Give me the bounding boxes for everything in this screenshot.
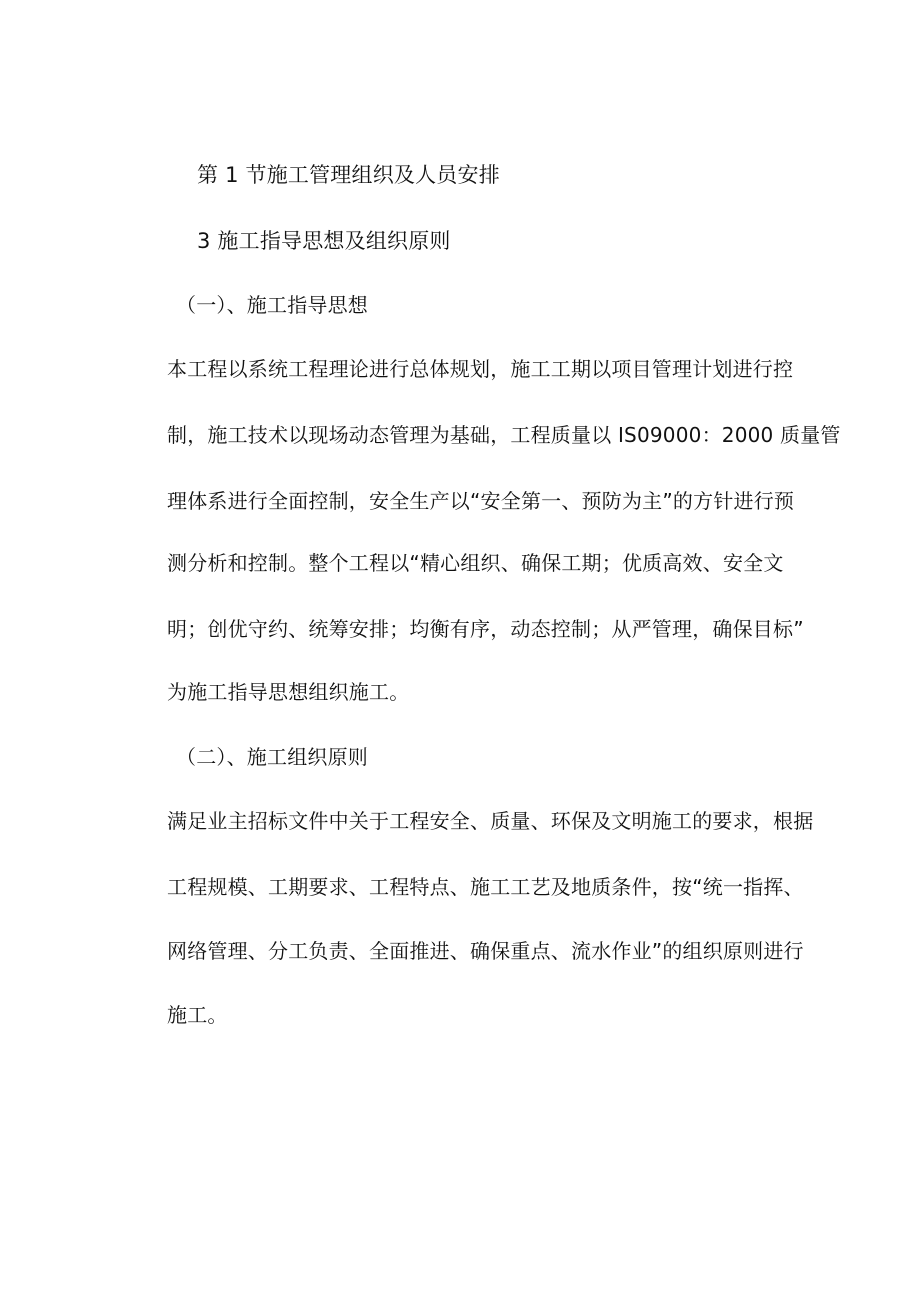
paragraph-line: 施工。 (167, 1003, 228, 1027)
section-heading: 第 1 节施工管理组织及人员安排 (197, 163, 500, 187)
paragraph-line: 工程规模、工期要求、工程特点、施工工艺及地质条件，按“统一指挥、 (167, 875, 804, 899)
paragraph-line: 为施工指导思想组织施工。 (167, 680, 410, 704)
part1-title: （一）、施工指导思想 (176, 293, 368, 317)
paragraph-line: 本工程以系统工程理论进行总体规划，施工工期以项目管理计划进行控 (167, 357, 794, 381)
paragraph-line: 制，施工技术以现场动态管理为基础，工程质量以 IS09000：2000 质量管 (167, 423, 841, 447)
subsection-heading: 3 施工指导思想及组织原则 (197, 229, 451, 253)
paragraph-line: 理体系进行全面控制，安全生产以“安全第一、预防为主”的方针进行预 (167, 489, 795, 513)
paragraph-line: 满足业主招标文件中关于工程安全、质量、环保及文明施工的要求，根据 (167, 809, 814, 833)
paragraph-line: 网络管理、分工负责、全面推进、确保重点、流水作业”的组织原则进行 (167, 939, 804, 963)
paragraph-line: 测分析和控制。整个工程以“精心组织、确保工期；优质高效、安全文 (167, 551, 784, 575)
paragraph-line: 明；创优守约、统筹安排；均衡有序，动态控制；从严管理，确保目标” (167, 617, 804, 641)
part2-title: （二）、施工组织原则 (176, 745, 368, 769)
